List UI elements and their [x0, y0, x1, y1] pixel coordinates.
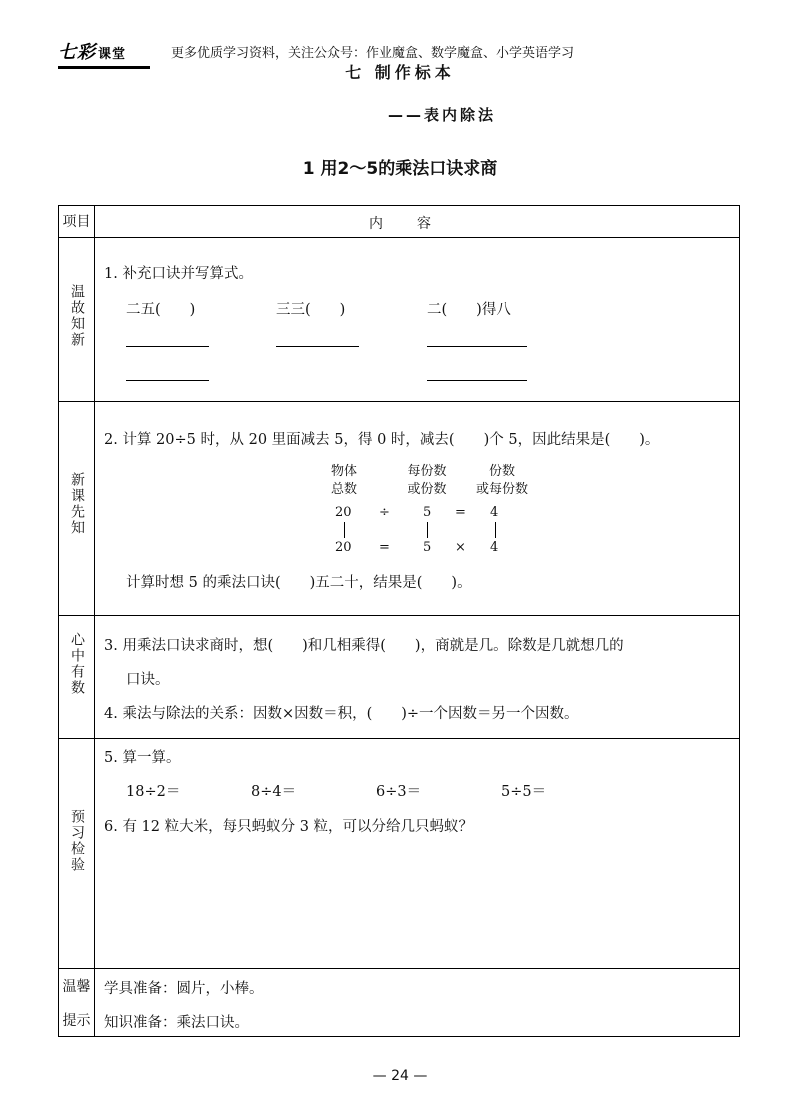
expression-2: 8÷4＝ [251, 784, 297, 800]
rhyme-3: 二( )得八 [427, 302, 511, 318]
question-3a: 3. 用乘法口诀求商时，想( )和几相乘得( )，商就是几。除数是几就想几的 [104, 638, 624, 654]
tip-knowledge: 知识准备：乘法口诀。 [104, 1015, 249, 1031]
diagram-r1-dividend: 20 [335, 505, 352, 520]
tip-tools: 学具准备：圆片，小棒。 [104, 981, 264, 997]
unit-subtitle: ——表内除法 [388, 106, 497, 124]
page-number: — 24 — [372, 1068, 428, 1084]
row-divider [59, 401, 739, 402]
expression-1: 18÷2＝ [126, 784, 181, 800]
question-2b: 计算时想 5 的乘法口诀( )五二十，结果是( )。 [126, 575, 472, 591]
diagram-head-1a: 物体 [330, 464, 357, 479]
row-divider [59, 738, 739, 739]
diagram-connector [344, 522, 345, 538]
answer-line [427, 346, 527, 347]
section-label-check: 预习检验 [69, 809, 85, 873]
answer-line [126, 346, 209, 347]
section-label-preview: 新课先知 [69, 472, 85, 536]
expression-3: 6÷3＝ [376, 784, 422, 800]
promo-text: 更多优质学习资料，关注公众号：作业魔盒、数学魔盒、小学英语学习 [171, 46, 575, 61]
question-3b: 口诀。 [126, 672, 170, 688]
row-divider [59, 615, 739, 616]
question-2: 2. 计算 20÷5 时，从 20 里面减去 5，得 0 时，减去( )个 5，因此结果是( )。 [104, 432, 660, 448]
diagram-head-2b: 或份数 [407, 482, 447, 497]
diagram-head-2a: 每份数 [407, 464, 447, 479]
unit-title: 七 制作标本 [345, 63, 455, 82]
worksheet-table [58, 205, 740, 1037]
diagram-connector [495, 522, 496, 538]
answer-line [427, 380, 527, 381]
question-1: 1. 补充口诀并写算式。 [104, 266, 253, 282]
diagram-head-1b: 总数 [330, 482, 357, 497]
diagram-r1-quotient: 4 [490, 505, 499, 520]
lesson-title: 1 用2～5的乘法口诀求商 [302, 159, 498, 179]
diagram-connector [427, 522, 428, 538]
logo-text: 七彩 [58, 42, 96, 63]
question-6: 6. 有 12 粒大米，每只蚂蚁分 3 粒，可以分给几只蚂蚁？ [104, 819, 474, 835]
section-label-tips-1: 温馨 [62, 979, 91, 995]
diagram-head-3b: 或每份数 [475, 482, 528, 497]
row-divider [59, 237, 739, 238]
row-divider [59, 968, 739, 969]
diagram-r2-times: × [455, 540, 466, 555]
section-label-mind: 心中有数 [69, 632, 85, 696]
expression-4: 5÷5＝ [501, 784, 547, 800]
diagram-r2-factor2: 4 [490, 540, 499, 555]
section-label-tips-2: 提示 [62, 1013, 91, 1029]
logo-small-text: 课堂 [98, 47, 127, 62]
column-divider [94, 206, 95, 1036]
section-label-review: 温故知新 [69, 284, 85, 348]
header-project: 项目 [62, 214, 91, 230]
diagram-r1-divisor: 5 [423, 505, 432, 520]
diagram-r2-equals: = [379, 540, 390, 555]
header-content: 内容 [369, 216, 465, 232]
diagram-r2-factor1: 5 [423, 540, 432, 555]
question-4: 4. 乘法与除法的关系：因数×因数＝积，( )÷一个因数＝另一个因数。 [104, 706, 579, 722]
answer-line [126, 380, 209, 381]
rhyme-2: 三三( ) [276, 302, 346, 318]
diagram-head-3a: 份数 [488, 464, 515, 479]
diagram-r1-equals: = [455, 505, 466, 520]
rhyme-1: 二五( ) [126, 302, 196, 318]
answer-line [276, 346, 359, 347]
diagram-r1-divide: ÷ [379, 505, 390, 520]
diagram-r2-product: 20 [335, 540, 352, 555]
question-5: 5. 算一算。 [104, 750, 181, 766]
